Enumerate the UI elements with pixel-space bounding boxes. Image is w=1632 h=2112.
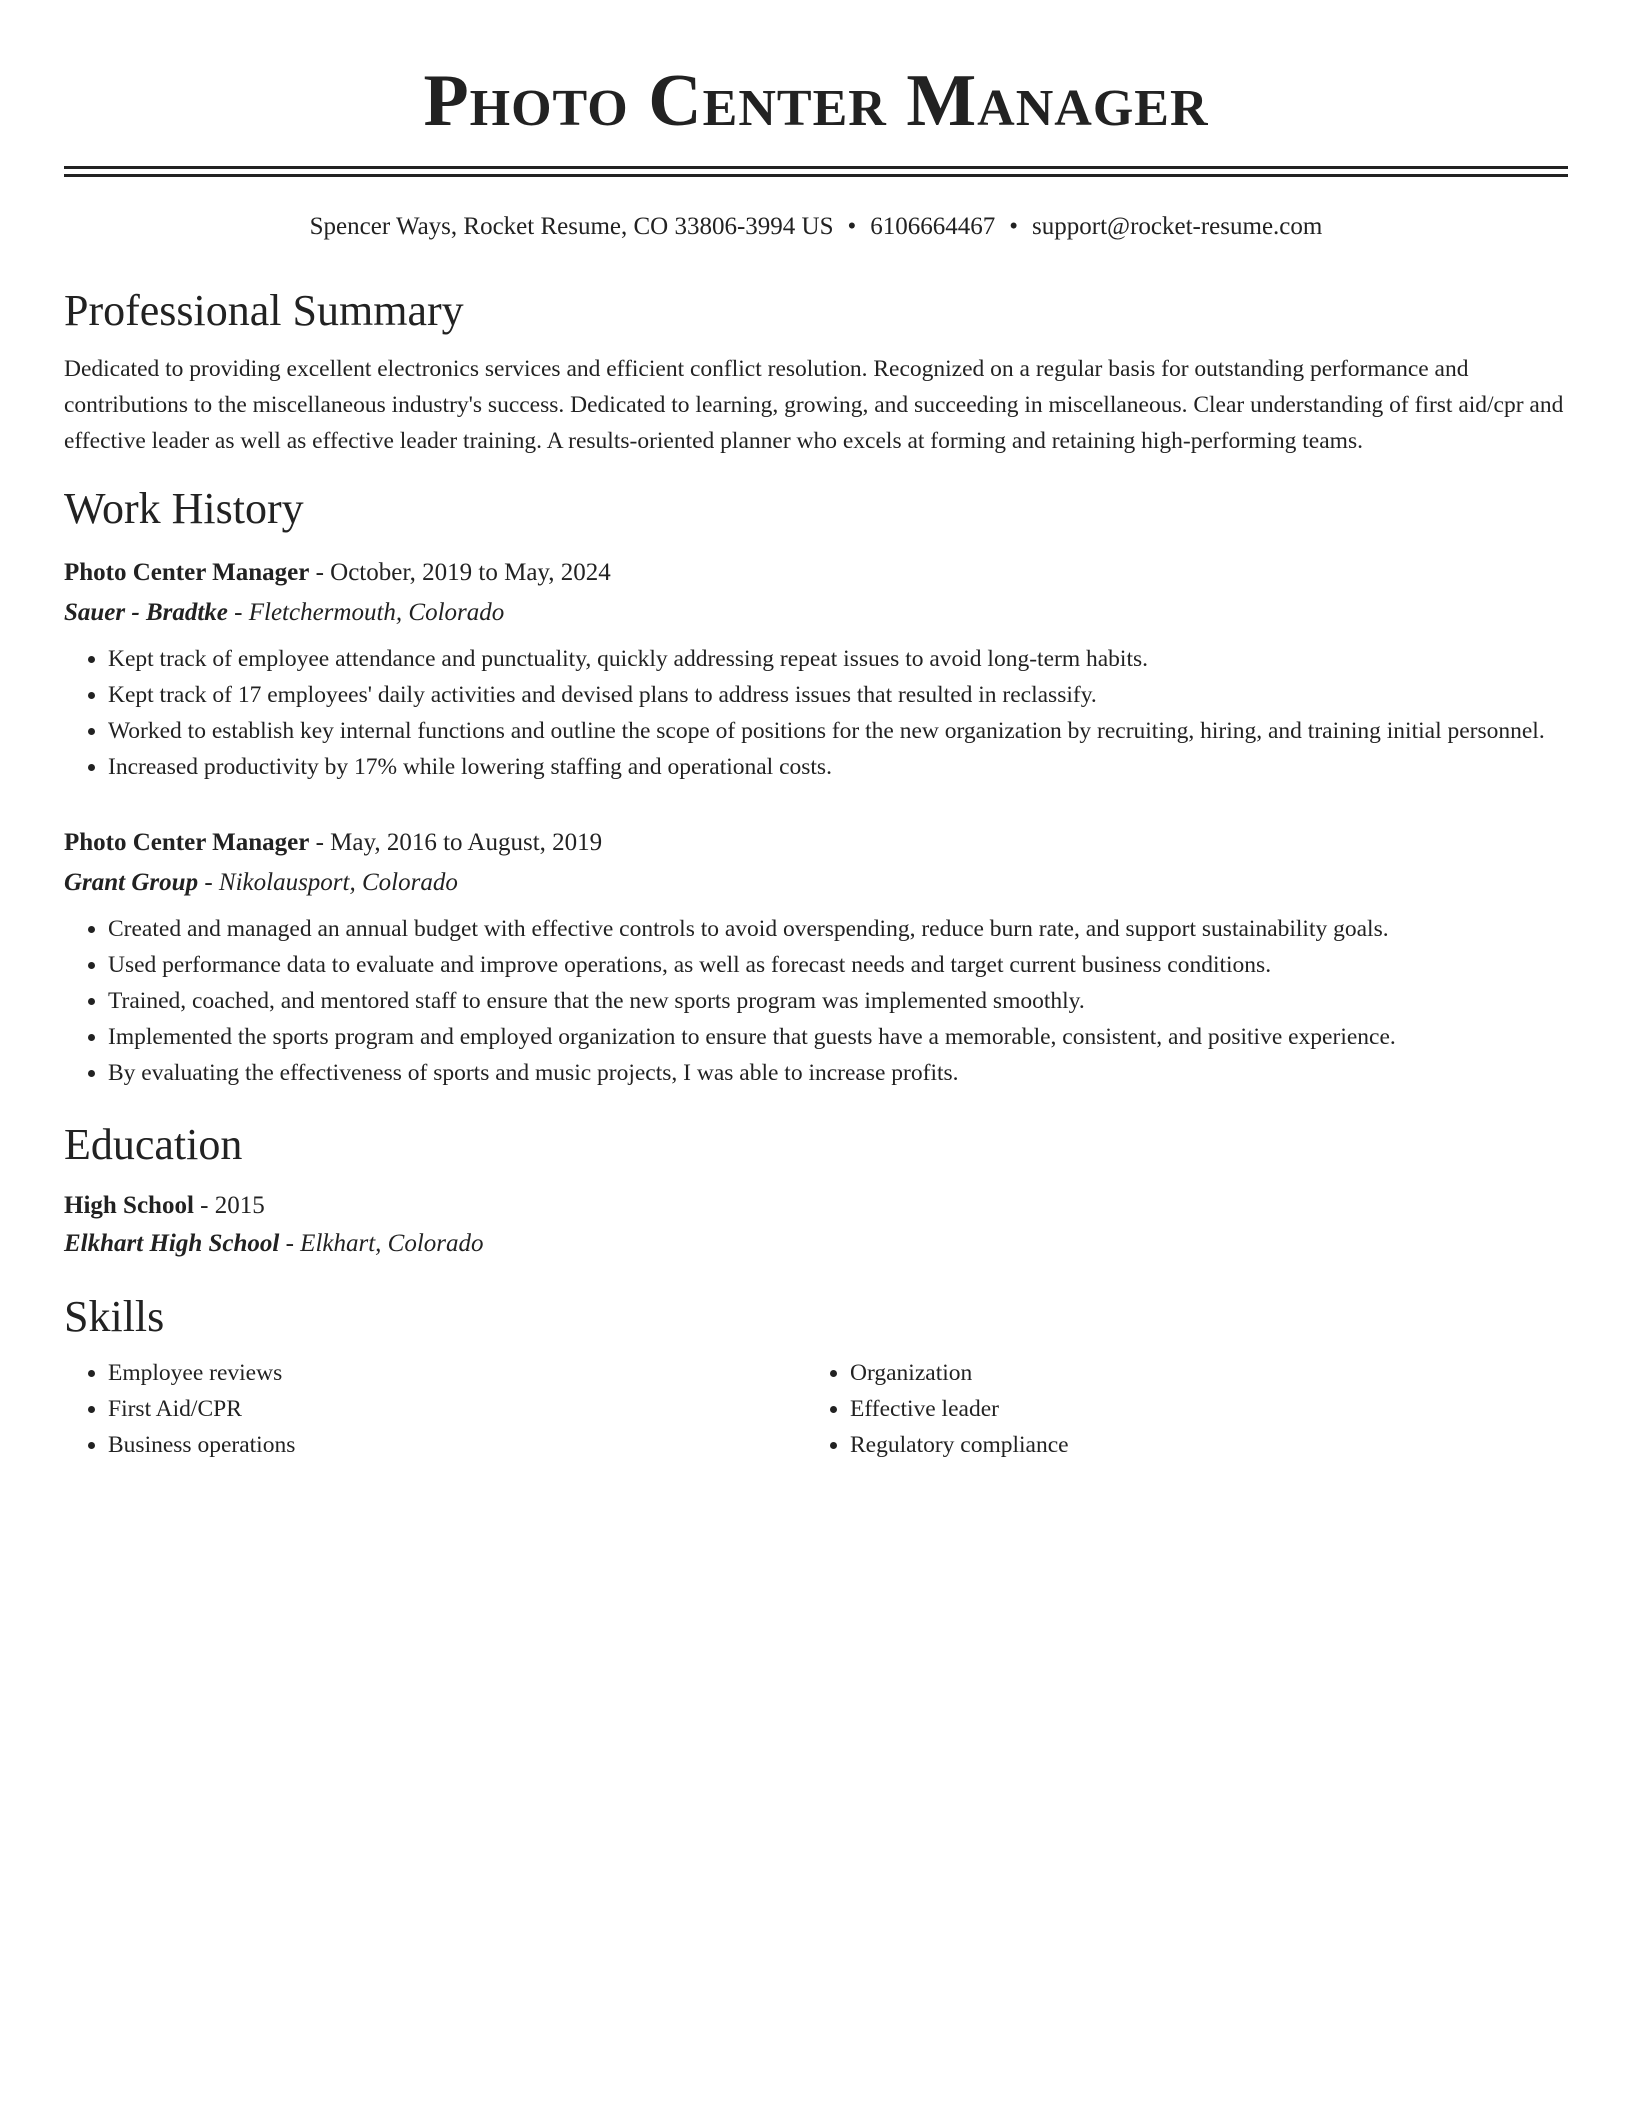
school-line	[64, 1225, 1568, 1263]
job-title-line	[64, 553, 1568, 593]
job-entry	[64, 823, 1568, 1091]
contact-address: Spencer Ways, Rocket Resume, CO 33806-3994 US	[309, 213, 834, 240]
education-heading: Education	[64, 1120, 243, 1169]
header-divider-top	[64, 166, 1568, 169]
degree: High School	[64, 1192, 194, 1219]
job-company-line	[64, 863, 1568, 903]
summary-section	[64, 283, 1568, 459]
contact-line	[64, 211, 1568, 243]
contact-email: support@rocket-resume.com	[1032, 213, 1323, 240]
candidate-name: Photo Center Manager	[423, 60, 1209, 142]
summary-text: Dedicated to providing excellent electronics services and efficient conflict resolution. Recognized on a regular basis for outstanding performance and contributions to the miscellaneous industry's success. Dedicated to learning, growing, and succeeding in miscellaneous. Clear understanding of first aid/cpr and effective leader as well as effective leader training. A results-oriented planner who excels at forming and retaining high-performing teams.	[64, 356, 1564, 454]
school-location: - Elkhart, Colorado	[279, 1230, 484, 1257]
job-title: Photo Center Manager	[64, 559, 310, 586]
job-entry	[64, 553, 1568, 785]
work-history-section	[64, 481, 1568, 1091]
job-title: Photo Center Manager	[64, 829, 310, 856]
contact-phone: 6106664467	[870, 213, 996, 240]
job-bullet: • Implemented the sports program and employed organization to ensure that guests have a memorable, consistent, and positive experience.	[108, 1019, 1568, 1055]
skills-list-left	[64, 1355, 806, 1463]
skill-item: • Regulatory compliance	[850, 1427, 1548, 1463]
header-divider-bottom	[64, 174, 1568, 177]
work-history-heading: Work History	[64, 484, 304, 533]
job-bullet: • Increased productivity by 17% while lowering staffing and operational costs.	[108, 749, 1568, 785]
job-dates: - May, 2016 to August, 2019	[309, 829, 603, 856]
contact-separator: •	[847, 213, 857, 240]
contact-separator: •	[1009, 213, 1019, 240]
job-bullet: • Used performance data to evaluate and improve operations, as well as forecast needs and target current business conditions.	[108, 947, 1568, 983]
skill-item: • Business operations	[108, 1427, 806, 1463]
skills-section	[64, 1289, 1568, 1463]
job-company: Grant Group	[64, 869, 199, 896]
skills-heading: Skills	[64, 1292, 165, 1341]
job-dates: - October, 2019 to May, 2024	[309, 559, 611, 586]
skill-item: • Effective leader	[850, 1391, 1548, 1427]
job-title-line	[64, 823, 1568, 863]
job-bullet: • By evaluating the effectiveness of sports and music projects, I was able to increase profits.	[108, 1055, 1568, 1091]
skills-columns	[64, 1355, 1568, 1463]
job-bullets	[64, 911, 1568, 1091]
summary-heading: Professional Summary	[64, 286, 464, 335]
resume-page	[64, 56, 1568, 1463]
job-bullet: • Kept track of employee attendance and punctuality, quickly addressing repeat issues to avoid long-term habits.	[108, 641, 1568, 677]
skill-item: • Employee reviews	[108, 1355, 806, 1391]
job-bullet: • Trained, coached, and mentored staff to ensure that the new sports program was implemented smoothly.	[108, 983, 1568, 1019]
job-bullets	[64, 641, 1568, 785]
skills-list-right	[806, 1355, 1548, 1463]
job-bullet: • Worked to establish key internal functions and outline the scope of positions for the new organization by recruiting, hiring, and training initial personnel.	[108, 713, 1568, 749]
graduation-year: - 2015	[193, 1192, 265, 1219]
job-company: Sauer - Bradtke	[64, 599, 228, 626]
job-location: - Nikolausport, Colorado	[198, 869, 458, 896]
job-location: - Fletchermouth, Colorado	[227, 599, 505, 626]
skill-item: • First Aid/CPR	[108, 1391, 806, 1427]
school-name: Elkhart High School	[64, 1230, 280, 1257]
degree-line	[64, 1187, 1568, 1225]
skill-item: • Organization	[850, 1355, 1548, 1391]
education-section	[64, 1117, 1568, 1263]
job-company-line	[64, 593, 1568, 633]
education-entry	[64, 1187, 1568, 1263]
job-bullet: • Kept track of 17 employees' daily activities and devised plans to address issues that resulted in reclassify.	[108, 677, 1568, 713]
job-bullet: • Created and managed an annual budget with effective controls to avoid overspending, reduce burn rate, and support sustainability goals.	[108, 911, 1568, 947]
